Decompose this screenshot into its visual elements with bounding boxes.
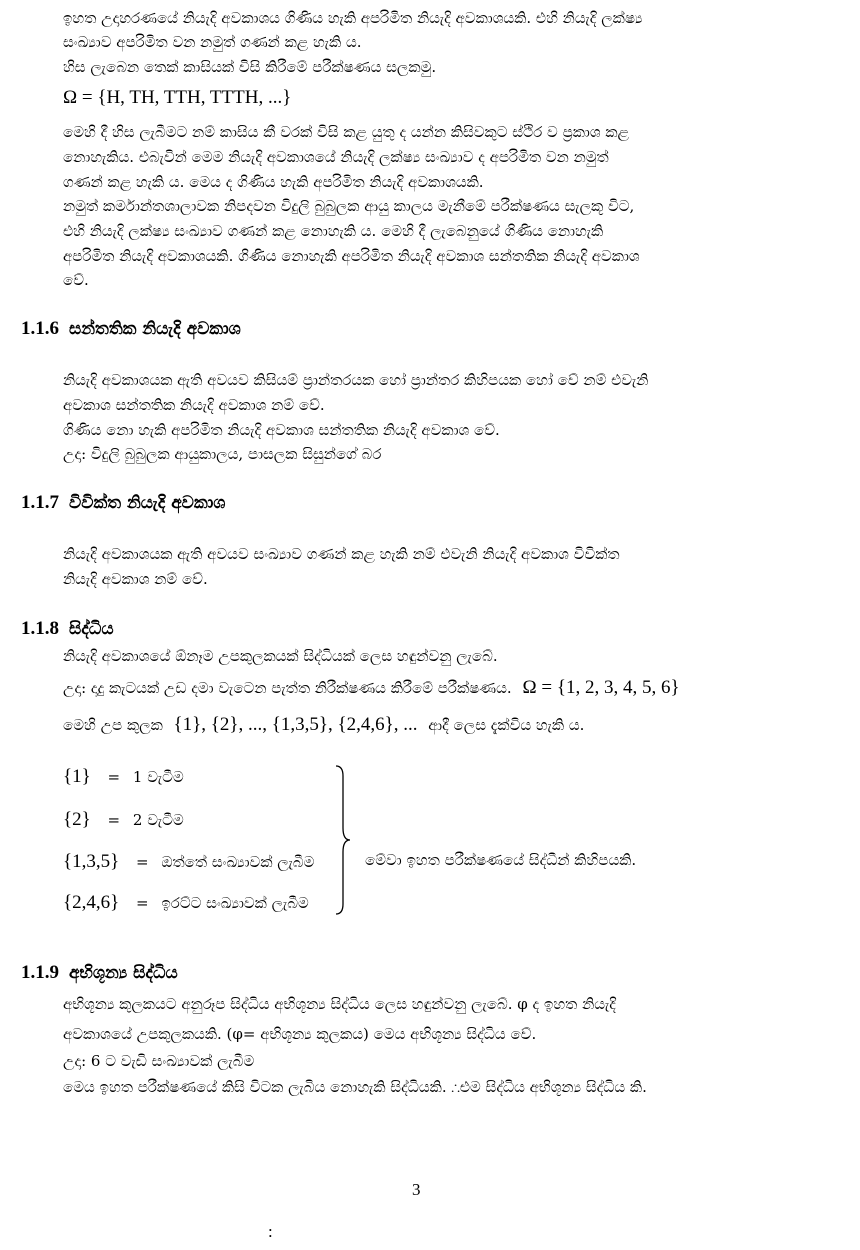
s119-line-2: අවකාශයේ උපකුලකයකි. (φ= අභිශූන්‍ය කුලකය) මෙය අභිශූන්‍ය සිද්ධිය වේ. [63, 1025, 537, 1043]
section-title: සිද්ධිය [69, 619, 114, 639]
intro-para3-line-2: එහි නියැදි ලක්ෂ්‍ය සංඛ්‍යාව ගණන් කළ නොහැකි ය. මෙහි දී ලැබෙනුයේ ගිණිය නොහැකි [63, 222, 604, 240]
page-number: 3 [412, 1180, 421, 1199]
event-set: {1,3,5} [63, 851, 120, 872]
section-title: අභිශූන්‍ය සිද්ධිය [69, 963, 178, 983]
section-number: 1.1.6 [21, 318, 59, 339]
equals-sign: = [136, 894, 149, 912]
s119-line-1: අභිශූන්‍ය කුලකයට අනුරූප සිද්ධිය අභිශූන්‍ය සිද්ධිය ලෙස හඳුන්වනු ලැබේ. φ ද ඉහත නියැදි [63, 995, 616, 1013]
equals-sign: = [107, 768, 121, 786]
s117-line-2: නියැදි අවකාශ නම් වේ. [63, 570, 208, 588]
dice-sample-space: Ω = {1, 2, 3, 4, 5, 6} [522, 677, 680, 698]
s116-example: උදා: විදුලි බුබුලක ආයුකාලය, පාසලක සිසුන්ගේ බර [63, 445, 382, 463]
right-brace [334, 764, 354, 916]
intro-para2-line-1: මෙහි දී හිස ලැබීමට නම් කාසිය කී වරක් විසි කළ යුතු ද යන්න කිසිවකුට ස්ථිර ව ප්‍රකාශ කළ [63, 123, 629, 141]
s119-line-4: මෙය ඉහත පරීක්ෂණයේ කිසි විටක ලැබිය නොහැකි සිද්ධියකි. ∴එම සිද්ධිය අභිශූන්‍ය සිද්ධිය කි. [63, 1078, 647, 1096]
s118-subsets-suffix: ආදී ලෙස දැක්විය හැකි ය. [428, 716, 585, 734]
s118-line-1: නියැදි අවකාශයේ ඕනෑම උපකුලකයක් සිද්ධියක් ලෙස හඳුන්වනු ලැබේ. [63, 647, 498, 665]
event-set: {2,4,6} [63, 892, 120, 913]
section-heading-1-1-6 [21, 318, 241, 340]
s116-line-1: නියැදි අවකාශයක ඇති අවයව කිසියම් ප්‍රාන්තරයක හෝ ප්‍රාන්තර කිහිපයක හෝ වේ නම් එවැනි [63, 371, 649, 389]
intro-para2-line-3: ගණන් කළ හැකි ය. මෙය ද ගිණිය හැකි අපරිමිත නියැදි අවකාශයකි. [63, 173, 484, 191]
s118-subsets: {1}, {2}, ..., {1,3,5}, {2,4,6}, ... [173, 714, 418, 735]
intro-para3-line-1: නමුත් කර්මාන්තශාලාවක නිපදවන විදුලි බුබුලක ආයු කාලය මැනීමේ පරීක්ෂණය සැලකූ විට, [63, 197, 635, 215]
s118-example-text: උදා: දාදු කැටයක් උඩ දමා වැටෙන පැත්ත නිරීක්ෂණය කිරීමේ පරීක්ෂණය. [63, 679, 512, 697]
event-row [63, 809, 184, 831]
s119-example: උදා: 6 ට වැඩි සංඛ්‍යාවක් ලැබීම [63, 1052, 255, 1070]
event-description: 2 වැටීම [132, 811, 184, 829]
event-description: ඔත්තේ සංඛ්‍යාවක් ලැබීම [161, 853, 315, 871]
equals-sign: = [107, 811, 121, 829]
intro-line-2: සංඛ්‍යාව අපරිමිත වන නමුත් ගණන් කළ හැකි ය. [63, 33, 362, 51]
section-heading-1-1-7 [21, 492, 225, 514]
s117-line-1: නියැදි අවකාශයක ඇති අවයව සංඛ්‍යාව ගණන් කළ හැකි නම් එවැනි නියැදි අවකාශ විවික්ත [63, 545, 620, 563]
event-row [63, 766, 184, 788]
intro-para3-line-4: වේ. [63, 271, 89, 289]
section-heading-1-1-9 [21, 962, 178, 984]
event-set: {2} [63, 809, 91, 830]
s116-line-2: අවකාශ සන්තතික නියැදි අවකාශ නම් වේ. [63, 396, 325, 414]
section-title: විවික්ත නියැදි අවකාශ [69, 493, 226, 513]
s118-subsets-prefix: මෙහි උප කුලක [63, 716, 163, 734]
event-row [63, 851, 314, 873]
equals-sign: = [136, 853, 149, 871]
s118-subsets-line [63, 713, 584, 737]
event-description: 1 වැටීම [132, 768, 184, 786]
intro-line-3: හිස ලැබෙන තෙක් කාසියක් විසි කිරීමේ පරීක්ෂණය සලකමු. [63, 58, 437, 76]
omega-sample-space: Ω = {H, TH, TTH, TTTH, ...} [63, 87, 292, 108]
intro-para2-line-2: නොහැකිය. එබැවින් මෙම නියැදි අවකාශයේ නියැදි ලක්ෂ්‍ය සංඛ්‍යාව ද අපරිමිත වන නමුත් [63, 148, 609, 166]
footer-mark: : [268, 1222, 273, 1241]
section-heading-1-1-8 [21, 618, 114, 640]
event-description: ඉරට්ට සංඛ්‍යාවක් ලැබීම [161, 894, 309, 912]
section-title: සන්තතික නියැදි අවකාශ [69, 319, 241, 339]
s116-line-3: ගිණිය නො හැකි අපරිමිත නියැදි අවකාශ සන්තතික නියැදි අවකාශ වේ. [63, 421, 500, 439]
intro-para3-line-3: අපරිමිත නියැදි අවකාශයකි. ගිණිය නොහැකි අපරිමිත නියැදි අවකාශ සන්තතික නියැදි අවකාශ [63, 247, 640, 265]
s118-example-line [63, 676, 680, 700]
event-row [63, 892, 309, 914]
event-set: {1} [63, 766, 91, 787]
section-number: 1.1.8 [21, 618, 59, 639]
brace-note: මේවා ඉහත පරීක්ෂණයේ සිද්ධීන් කිහිපයකි. [365, 851, 637, 869]
section-number: 1.1.9 [21, 962, 59, 983]
section-number: 1.1.7 [21, 492, 59, 513]
intro-line-1: ඉහත උදාහරණයේ නියැදි අවකාශය ගිණිය හැකි අපරිමිත නියැදි අවකාශයකි. එහි නියැදි ලක්ෂ්‍ය [63, 9, 643, 27]
